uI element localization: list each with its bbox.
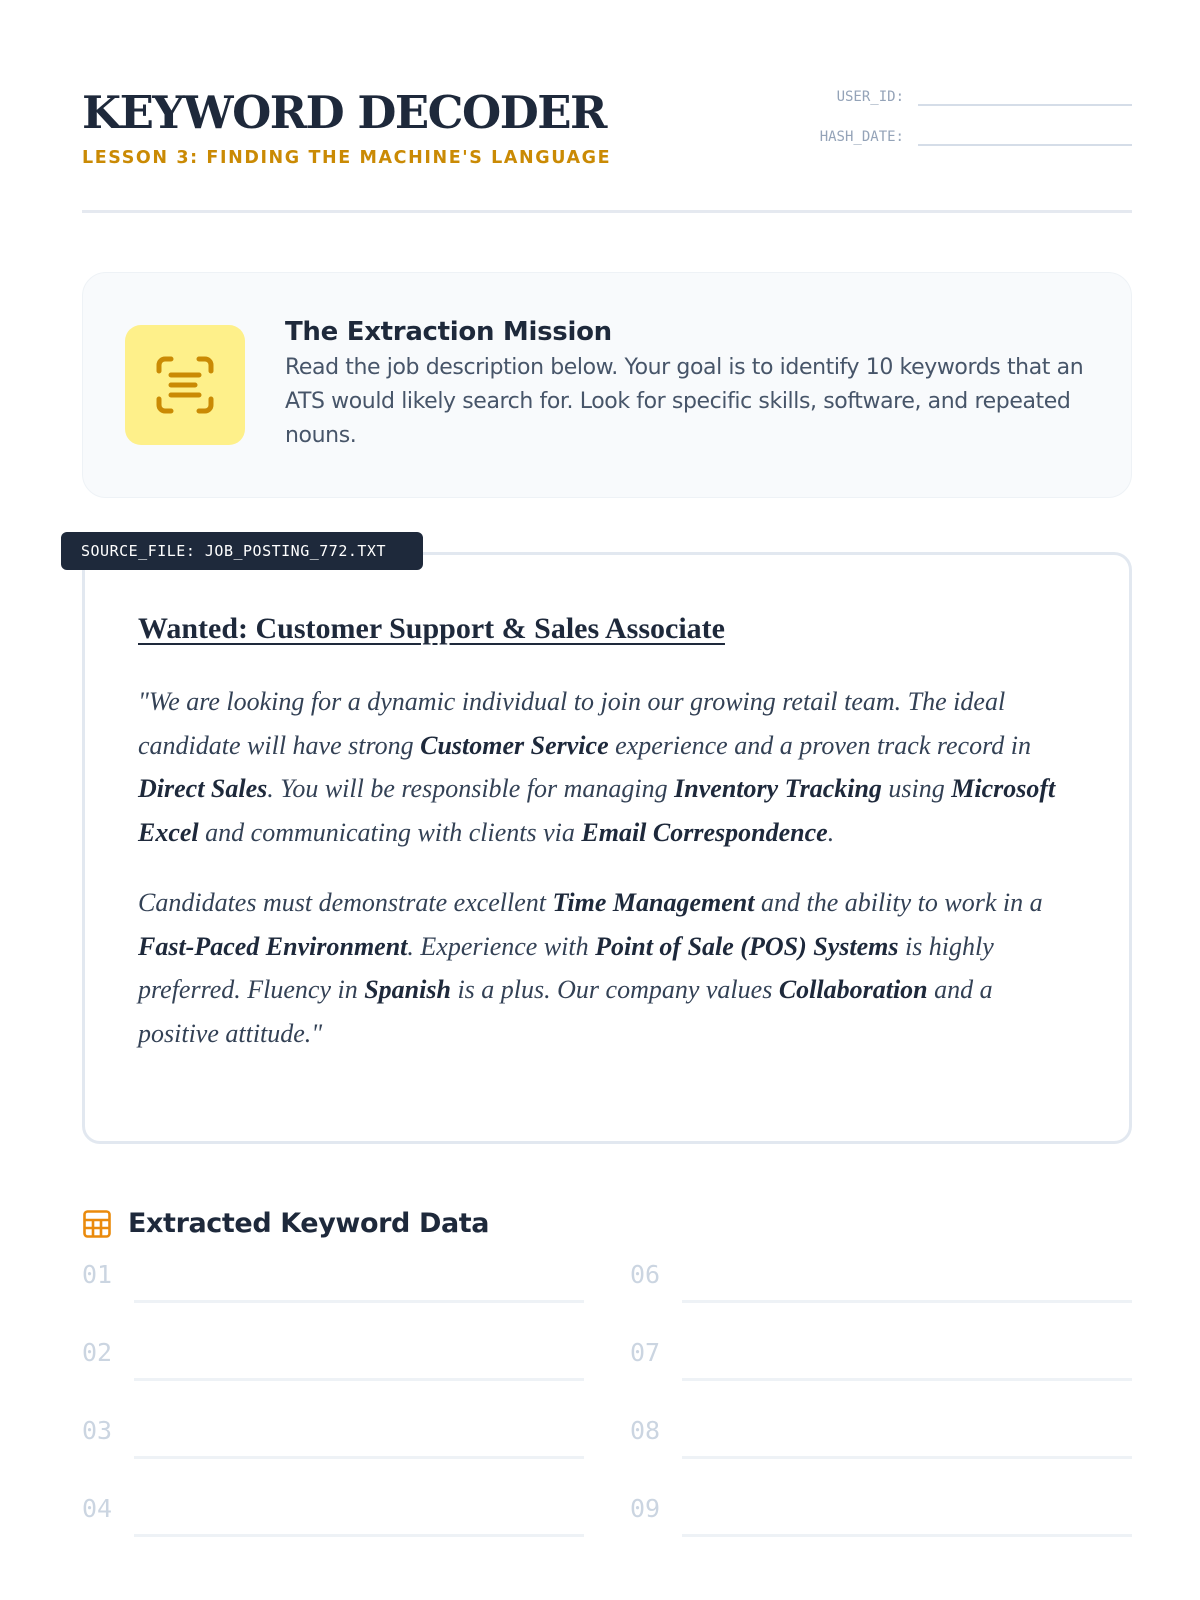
keyword-number: 07 <box>630 1338 661 1367</box>
keyword-row <box>82 1338 584 1398</box>
keyword-row <box>630 1416 1132 1476</box>
mission-title: The Extraction Mission <box>285 317 612 347</box>
paragraph-text: and communicating with clients via <box>198 817 582 847</box>
keyword-number: 02 <box>82 1338 113 1367</box>
source-file-tag: SOURCE_FILE: JOB_POSTING_772.TXT <box>61 532 423 570</box>
keyword-answer-field[interactable] <box>682 1300 1132 1303</box>
page-title: KEYWORD DECODER <box>82 86 606 139</box>
mission-instructions: Read the job description below. Your goal is to identify 10 keywords that an ATS would likely search for. Look for specific skills, software, and repeated nouns. <box>285 355 1084 448</box>
keyword-answer-field[interactable] <box>134 1456 584 1459</box>
paragraph-text: . You will be responsible for managing <box>267 774 675 803</box>
paragraph-text: "We are looking for a dynamic individual to join our growing retail team. The ideal candidate will have strong <box>138 687 1006 760</box>
highlighted-keyword: Time Management <box>552 888 755 917</box>
keyword-answer-field[interactable] <box>134 1378 584 1381</box>
hash-date-field[interactable] <box>918 126 1132 146</box>
job-description-paragraph-1 <box>138 680 1068 854</box>
keyword-row <box>630 1338 1132 1398</box>
hash-date-label: HASH_DATE: <box>819 129 904 145</box>
mission-text <box>285 317 1085 453</box>
keyword-answer-field[interactable] <box>682 1378 1132 1381</box>
keyword-row <box>630 1494 1132 1554</box>
keyword-row <box>82 1416 584 1476</box>
keyword-answer-field[interactable] <box>134 1534 584 1537</box>
highlighted-keyword: Microsoft Excel <box>138 774 1056 847</box>
highlighted-keyword: Customer Service <box>420 730 609 760</box>
paragraph-text: using <box>881 774 952 803</box>
keyword-number: 06 <box>630 1260 661 1289</box>
hash-date-row <box>820 126 1132 146</box>
keyword-answer-field[interactable] <box>134 1300 584 1303</box>
paragraph-text: and the ability to work in a <box>754 888 1043 917</box>
mission-card <box>82 272 1132 498</box>
keyword-answer-field[interactable] <box>682 1534 1132 1537</box>
keyword-row <box>82 1494 584 1554</box>
keyword-number: 09 <box>630 1494 661 1523</box>
highlighted-keyword: Collaboration <box>778 975 928 1004</box>
header <box>82 86 1132 216</box>
document-scan-icon <box>125 325 245 445</box>
paragraph-text: is a plus. Our company values <box>450 975 779 1004</box>
keyword-section-heading <box>82 1208 489 1239</box>
highlighted-keyword: Fast-Paced Environment <box>138 931 408 961</box>
highlighted-keyword: Spanish <box>364 975 451 1004</box>
lesson-subtitle: LESSON 3: FINDING THE MACHINE'S LANGUAGE <box>82 148 612 168</box>
paragraph-text: . Experience with <box>407 931 596 961</box>
user-id-field[interactable] <box>918 86 1132 106</box>
keyword-heading-text: Extracted Keyword Data <box>128 1208 490 1239</box>
keyword-row <box>82 1260 584 1320</box>
keyword-number: 03 <box>82 1416 113 1445</box>
paragraph-text: Candidates must demonstrate excellent <box>138 888 553 917</box>
keyword-number: 01 <box>82 1260 113 1289</box>
job-description-paragraph-2 <box>138 881 1068 1055</box>
highlighted-keyword: Direct Sales <box>138 774 268 803</box>
keyword-number: 08 <box>630 1416 661 1445</box>
user-id-label: USER_ID: <box>836 89 904 105</box>
highlighted-keyword: Inventory Tracking <box>674 774 882 803</box>
keyword-number: 04 <box>82 1494 113 1523</box>
paragraph-text: . <box>827 817 835 847</box>
highlighted-keyword: Email Correspondence <box>581 817 828 847</box>
keyword-answer-field[interactable] <box>682 1456 1132 1459</box>
user-id-row <box>837 86 1132 106</box>
job-title: Wanted: Customer Support & Sales Associate <box>138 612 725 645</box>
keyword-row <box>630 1260 1132 1320</box>
paragraph-text: experience and a proven track record in <box>608 730 1031 760</box>
paragraph-text: is highly preferred. Fluency in <box>138 931 994 1004</box>
table-icon <box>82 1209 112 1239</box>
header-divider <box>82 210 1132 213</box>
highlighted-keyword: Point of Sale (POS) Systems <box>595 931 899 961</box>
paragraph-text: and a positive attitude." <box>138 975 993 1048</box>
